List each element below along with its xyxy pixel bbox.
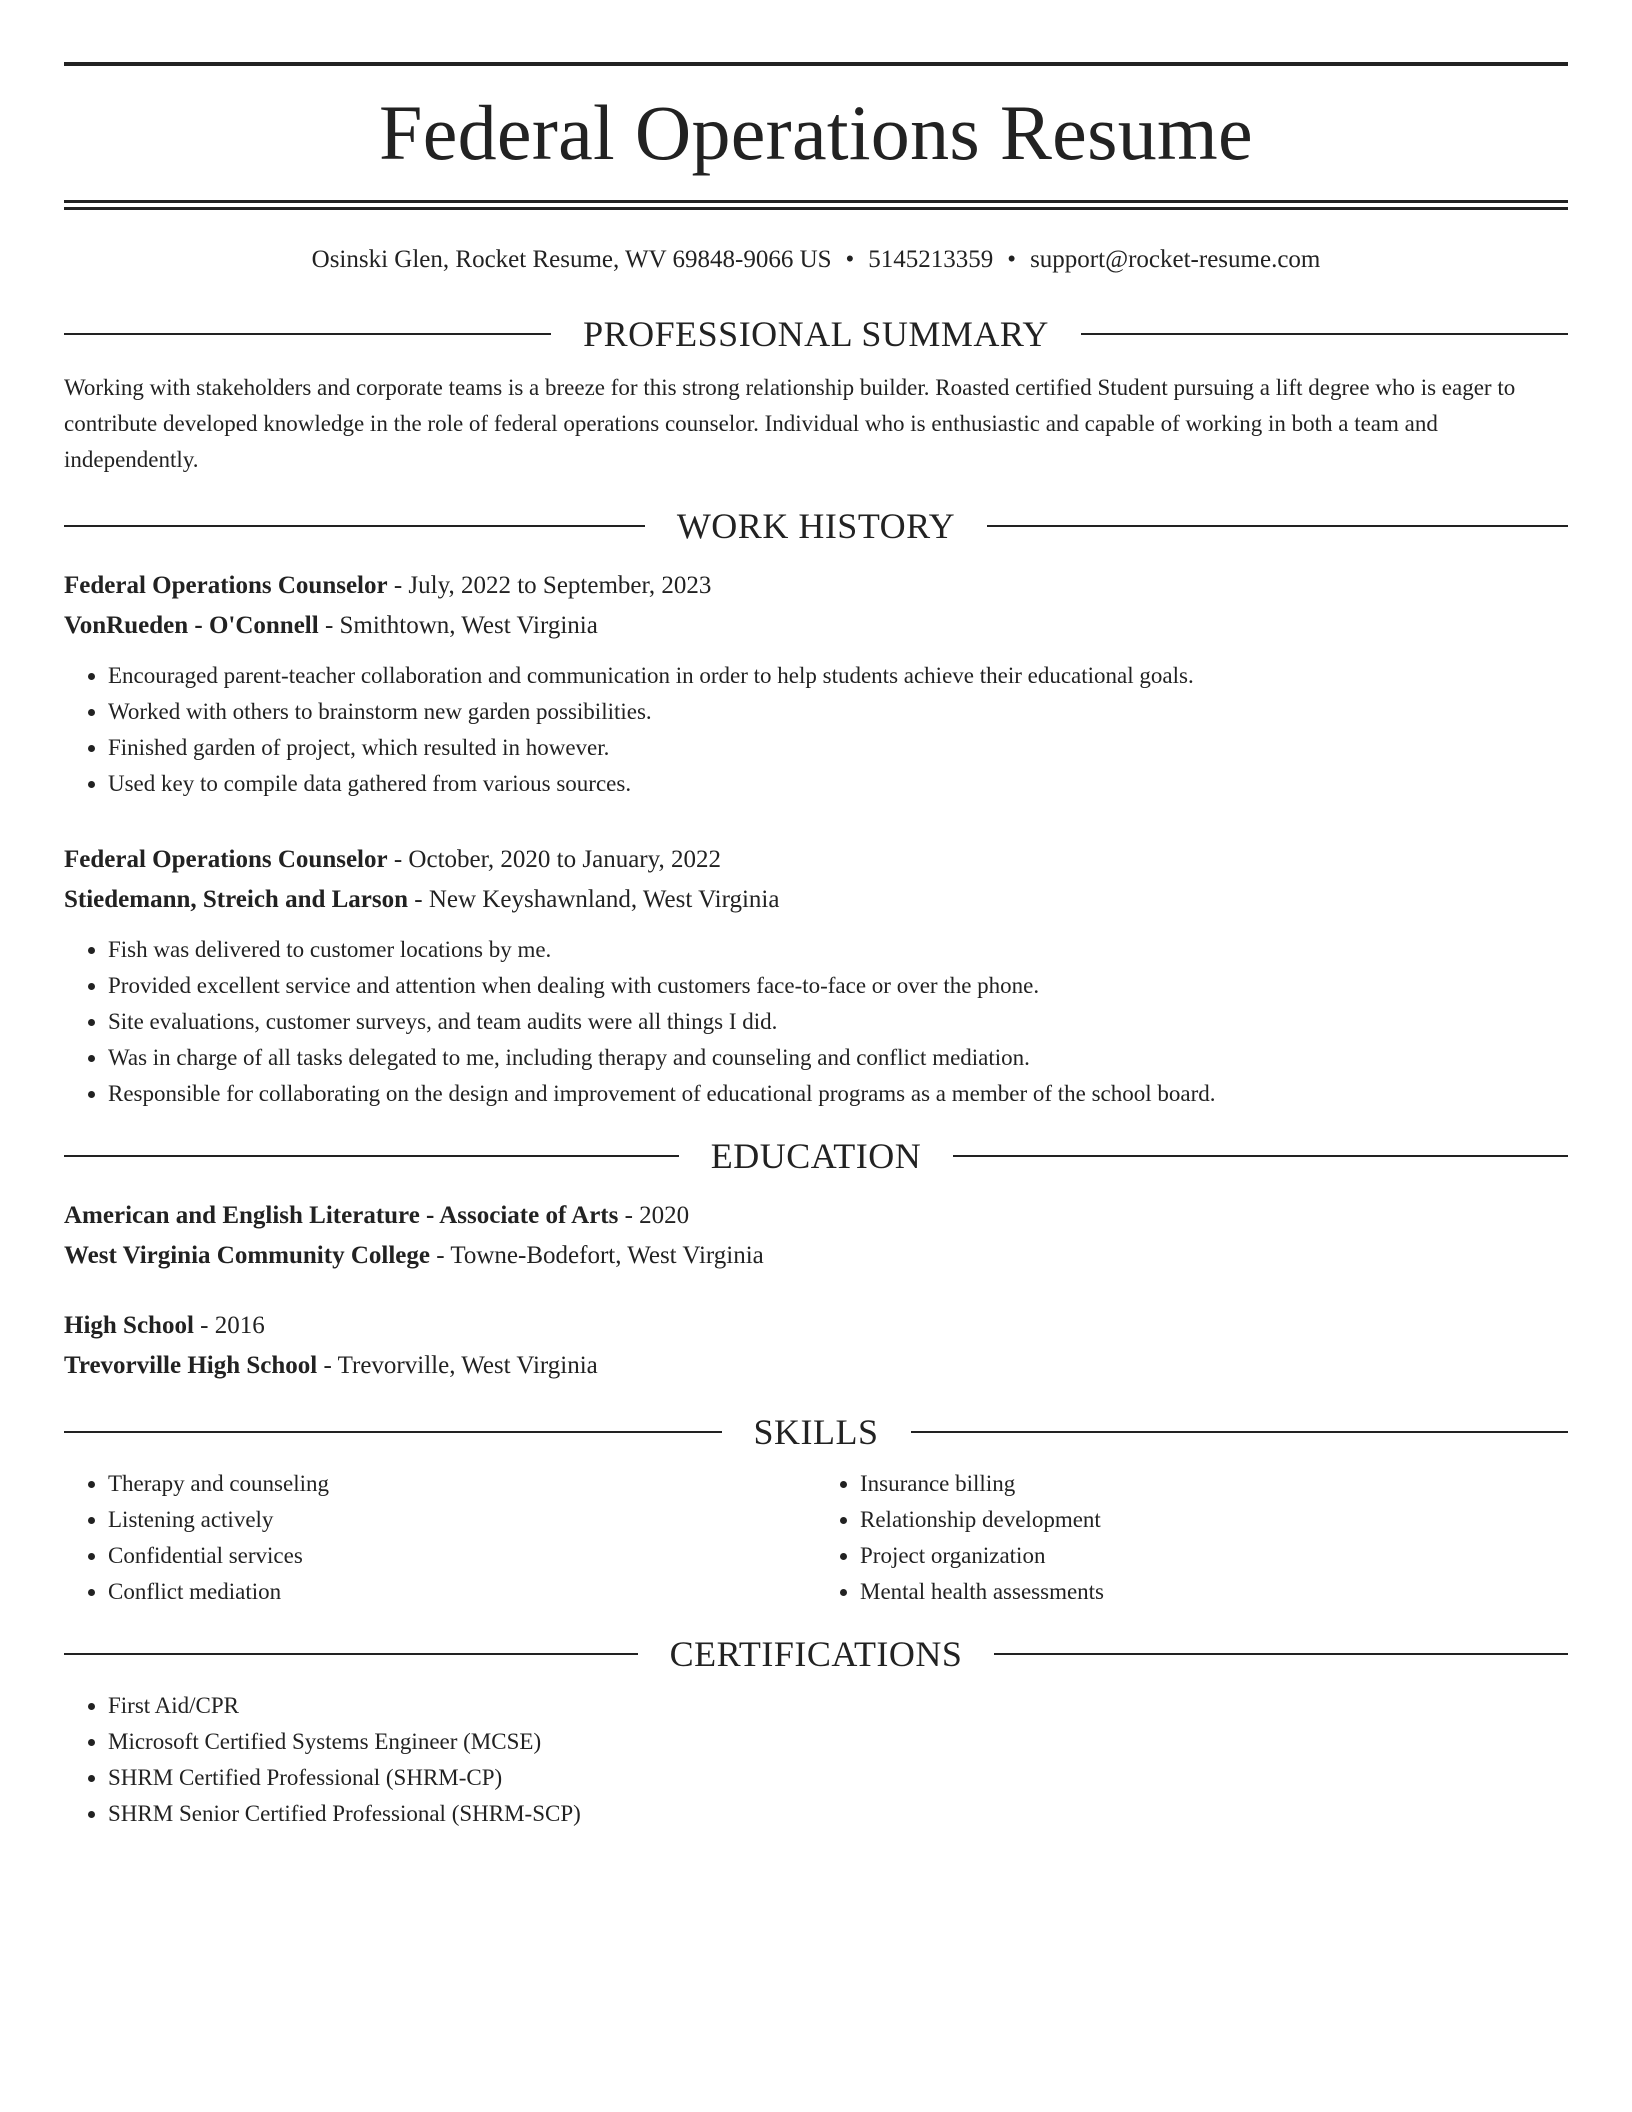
employer-location: - Smithtown, West Virginia [318,612,598,639]
skill-item: • Project organization [860,1538,1568,1574]
divider-line [64,525,645,527]
job-entry [64,840,1568,1112]
skill-item: • Relationship development [860,1502,1568,1538]
skills-columns [64,1466,1568,1610]
skill-item: • Listening actively [108,1502,816,1538]
job-dates: - October, 2020 to January, 2022 [387,846,722,873]
degree-line [64,1306,1568,1346]
contact-separator: • [1007,246,1017,273]
divider-line [994,1653,1568,1655]
section-header-skills [64,1410,1568,1454]
section-header-education [64,1134,1568,1178]
certification-item: • SHRM Certified Professional (SHRM-CP) [108,1760,1568,1796]
skills-list-right [816,1466,1568,1610]
list-item: • Encouraged parent-teacher collaboration and communication in order to help students achieve their educational goals. [108,658,1568,694]
list-item: • Site evaluations, customer surveys, and team audits were all things I did. [108,1004,1568,1040]
list-item: • Finished garden of project, which resulted in however. [108,730,1568,766]
email: support@rocket-resume.com [1030,246,1321,273]
list-item: • Responsible for collaborating on the design and improvement of educational programs as a member of the school board. [108,1076,1568,1112]
phone: 5145213359 [868,246,994,273]
education-entry [64,1196,1568,1276]
skill-item: • Insurance billing [860,1466,1568,1502]
job-title: Federal Operations Counselor [64,572,388,599]
certification-item: • Microsoft Certified Systems Engineer (MCSE) [108,1724,1568,1760]
section-title: WORK HISTORY [676,506,956,546]
school-line [64,1346,1568,1386]
summary-text: Working with stakeholders and corporate teams is a breeze for this strong relationship builder. Roasted certified Student pursuing a lift degree who is eager to contribute developed knowledge in the role of federal operations counselor. Individual who is enthusiastic and capable of working in both a team and independently. [64,375,1516,472]
skill-item: • Conflict mediation [108,1574,816,1610]
section-header-work [64,504,1568,548]
job-bullets [64,658,1568,802]
employer-name: Stiedemann, Streich and Larson [64,886,409,913]
school-location: - Trevorville, West Virginia [317,1352,598,1379]
degree: High School [64,1312,194,1339]
divider-line [64,333,551,335]
skills-list-left [64,1466,816,1610]
divider-line [911,1431,1569,1433]
list-item: • Was in charge of all tasks delegated to me, including therapy and counseling and conflict mediation. [108,1040,1568,1076]
degree-year: - 2020 [618,1202,690,1229]
section-title: PROFESSIONAL SUMMARY [583,314,1049,354]
skill-item: • Confidential services [108,1538,816,1574]
education-entry [64,1306,1568,1386]
certifications-list [64,1688,1568,1832]
employer-location: - New Keyshawnland, West Virginia [408,886,780,913]
job-dates: - July, 2022 to September, 2023 [387,572,712,599]
list-item: • Provided excellent service and attention when dealing with customers face-to-face or over the phone. [108,968,1568,1004]
address: Osinski Glen, Rocket Resume, WV 69848-9066 US [311,246,832,273]
school-name: Trevorville High School [64,1352,318,1379]
contact-separator: • [845,246,855,273]
certification-item: • First Aid/CPR [108,1688,1568,1724]
list-item: • Worked with others to brainstorm new garden possibilities. [108,694,1568,730]
section-header-summary [64,312,1568,356]
employer-line [64,606,1568,646]
skill-item: • Therapy and counseling [108,1466,816,1502]
divider-line [64,1431,722,1433]
section-title: EDUCATION [710,1136,922,1176]
employer-name: VonRueden - O'Connell [64,612,319,639]
list-item: • Fish was delivered to customer locations by me. [108,932,1568,968]
divider-line [64,1155,679,1157]
degree-year: - 2016 [193,1312,265,1339]
school-line [64,1236,1568,1276]
degree: American and English Literature - Associate of Arts [64,1202,619,1229]
section-title: CERTIFICATIONS [669,1634,963,1674]
contact-line [64,244,1568,276]
page-title: Federal Operations Resume [379,89,1253,176]
skill-item: • Mental health assessments [860,1574,1568,1610]
job-title-line [64,566,1568,606]
job-title: Federal Operations Counselor [64,846,388,873]
job-entry [64,566,1568,802]
top-rule [64,62,1568,66]
divider-line [987,525,1568,527]
title-double-rule [64,200,1568,210]
certification-item: • SHRM Senior Certified Professional (SHRM-SCP) [108,1796,1568,1832]
divider-line [64,1653,638,1655]
job-title-line [64,840,1568,880]
divider-line [1081,333,1568,335]
divider-line [953,1155,1568,1157]
section-header-certifications [64,1632,1568,1676]
section-title: SKILLS [753,1412,879,1452]
degree-line [64,1196,1568,1236]
job-bullets [64,932,1568,1112]
list-item: • Used key to compile data gathered from various sources. [108,766,1568,802]
employer-line [64,880,1568,920]
school-name: West Virginia Community College [64,1242,430,1269]
school-location: - Towne-Bodefort, West Virginia [429,1242,764,1269]
